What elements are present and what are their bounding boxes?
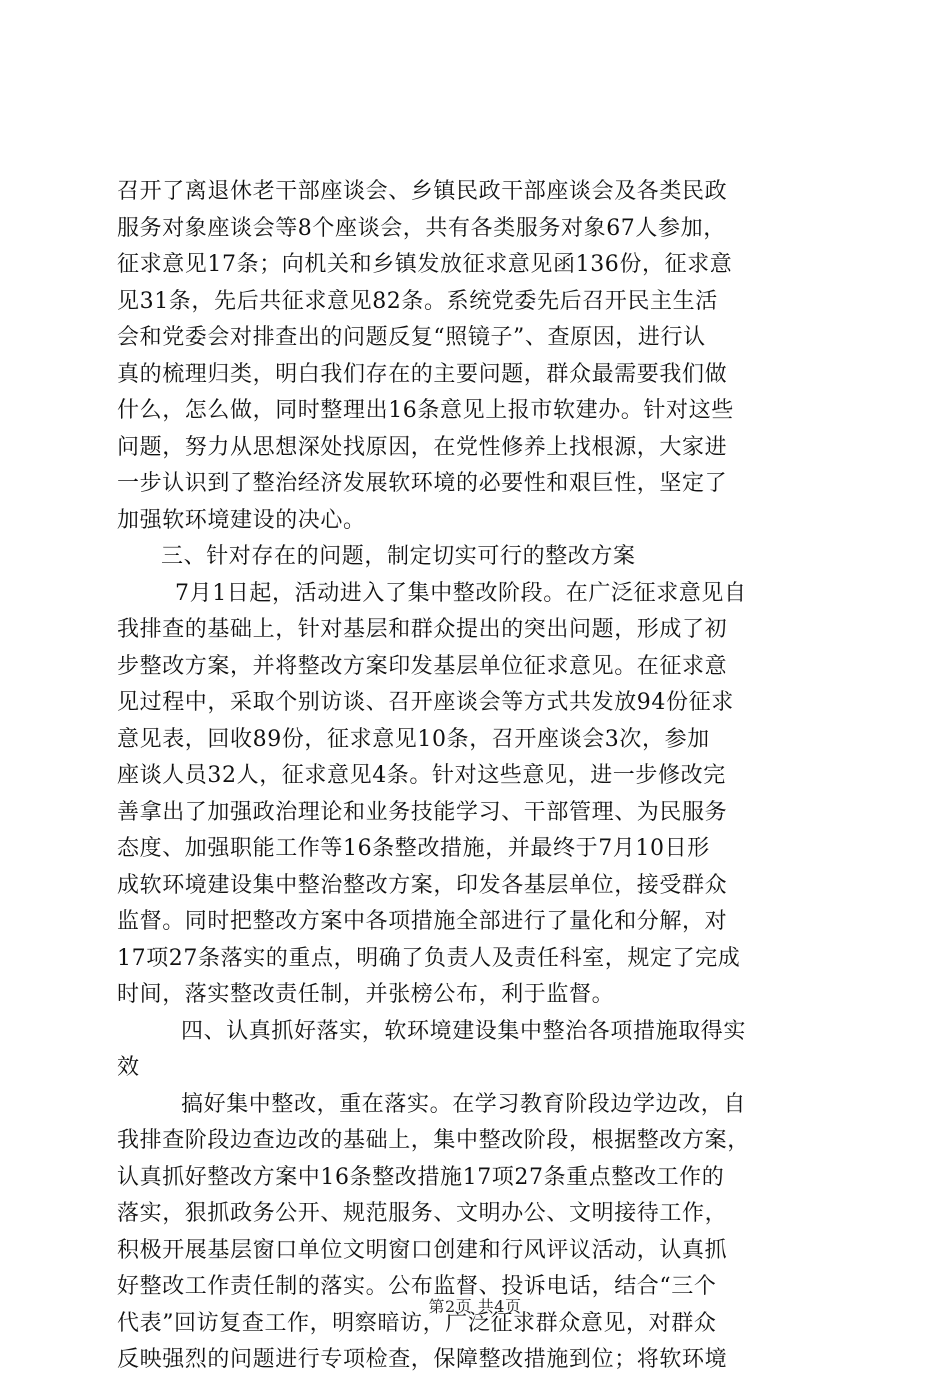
paragraph-start: 搞好集中整改，重在落实。在学习教育阶段边学边改，自	[181, 1091, 747, 1117]
text-line: 什么，怎么做，同时整理出16条意见上报市软建办。针对这些	[117, 398, 734, 423]
text-line: 会和党委会对排查出的问题反复“照镜子”、查原因，进行认	[117, 325, 706, 350]
text-line: 监督。同时把整改方案中各项措施全部进行了量化和分解，对	[117, 909, 728, 934]
section-heading-4: 四、认真抓好落实，软环境建设集中整治各项措施取得实	[181, 1018, 747, 1044]
text-line: 代表”回访复查工作，明察暗访，广泛征求群众意见，对群众	[117, 1310, 717, 1336]
document-body	[117, 174, 837, 1379]
text-line: 服务对象座谈会等8个座谈会，共有各类服务对象67人参加，	[117, 215, 726, 241]
text-line: 认真抓好整改方案中16条整改措施17项27条重点整改工作的	[117, 1164, 725, 1190]
text-line: 座谈人员32人，征求意见4条。针对这些意见，进一步修改完	[117, 763, 726, 788]
text-line: 问题，努力从思想深处找原因，在党性修养上找根源，大家进	[117, 434, 728, 460]
text-line: 好整改工作责任制的落实。公布监督、投诉电话，结合“三个	[117, 1274, 717, 1299]
section-heading-3: 三、针对存在的问题，制定切实可行的整改方案	[161, 544, 636, 569]
text-line: 真的梳理归类，明白我们存在的主要问题，群众最需要我们做	[117, 361, 728, 387]
text-line: 一步认识到了整治经济发展软环境的必要性和艰巨性，坚定了	[117, 471, 728, 496]
text-line: 善拿出了加强政治理论和业务技能学习、干部管理、为民服务	[117, 799, 728, 825]
text-line: 我排查的基础上，针对基层和群众提出的突出问题，形成了初	[117, 617, 728, 642]
text-line: 我排查阶段边查边改的基础上，集中整改阶段，根据整改方案，	[117, 1128, 750, 1153]
text-line: 步整改方案，并将整改方案印发基层单位征求意见。在征求意	[117, 653, 728, 679]
text-line: 成软环境建设集中整治整改方案，印发各基层单位，接受群众	[117, 872, 728, 898]
text-line: 积极开展基层窗口单位文明窗口创建和行风评议活动，认真抓	[117, 1237, 728, 1263]
page-number-footer: 第2页 共4页	[428, 1297, 522, 1316]
text-line: 17项27条落实的重点，明确了负责人及责任科室，规定了完成	[117, 945, 741, 971]
text-line: 时间，落实整改责任制，并张榜公布，利于监督。	[117, 982, 615, 1007]
text-line: 意见表，回收89份，征求意见10条，召开座谈会3次，参加	[117, 726, 710, 752]
text-line: 反映强烈的问题进行专项检查，保障整改措施到位；将软环境	[117, 1347, 728, 1372]
text-line: 态度、加强职能工作等16条整改措施，并最终于7月10日形	[117, 836, 710, 861]
text-line: 征求意见17条；向机关和乡镇发放征求意见函136份，征求意	[117, 252, 733, 277]
text-line: 召开了离退休老干部座谈会、乡镇民政干部座谈会及各类民政	[117, 179, 728, 204]
text-line: 落实，狠抓政务公开、规范服务、文明办公、文明接待工作，	[117, 1201, 728, 1226]
text-line: 见过程中，采取个别访谈、召开座谈会等方式共发放94份征求	[117, 690, 734, 715]
text-line: 见31条，先后共征求意见82条。系统党委先后召开民主生活	[117, 288, 718, 314]
paragraph-start: 7月1日起，活动进入了集中整改阶段。在广泛征求意见自	[175, 580, 747, 606]
text-line: 加强软环境建设的决心。	[117, 507, 366, 533]
section-heading-4-continued: 效	[117, 1055, 140, 1080]
